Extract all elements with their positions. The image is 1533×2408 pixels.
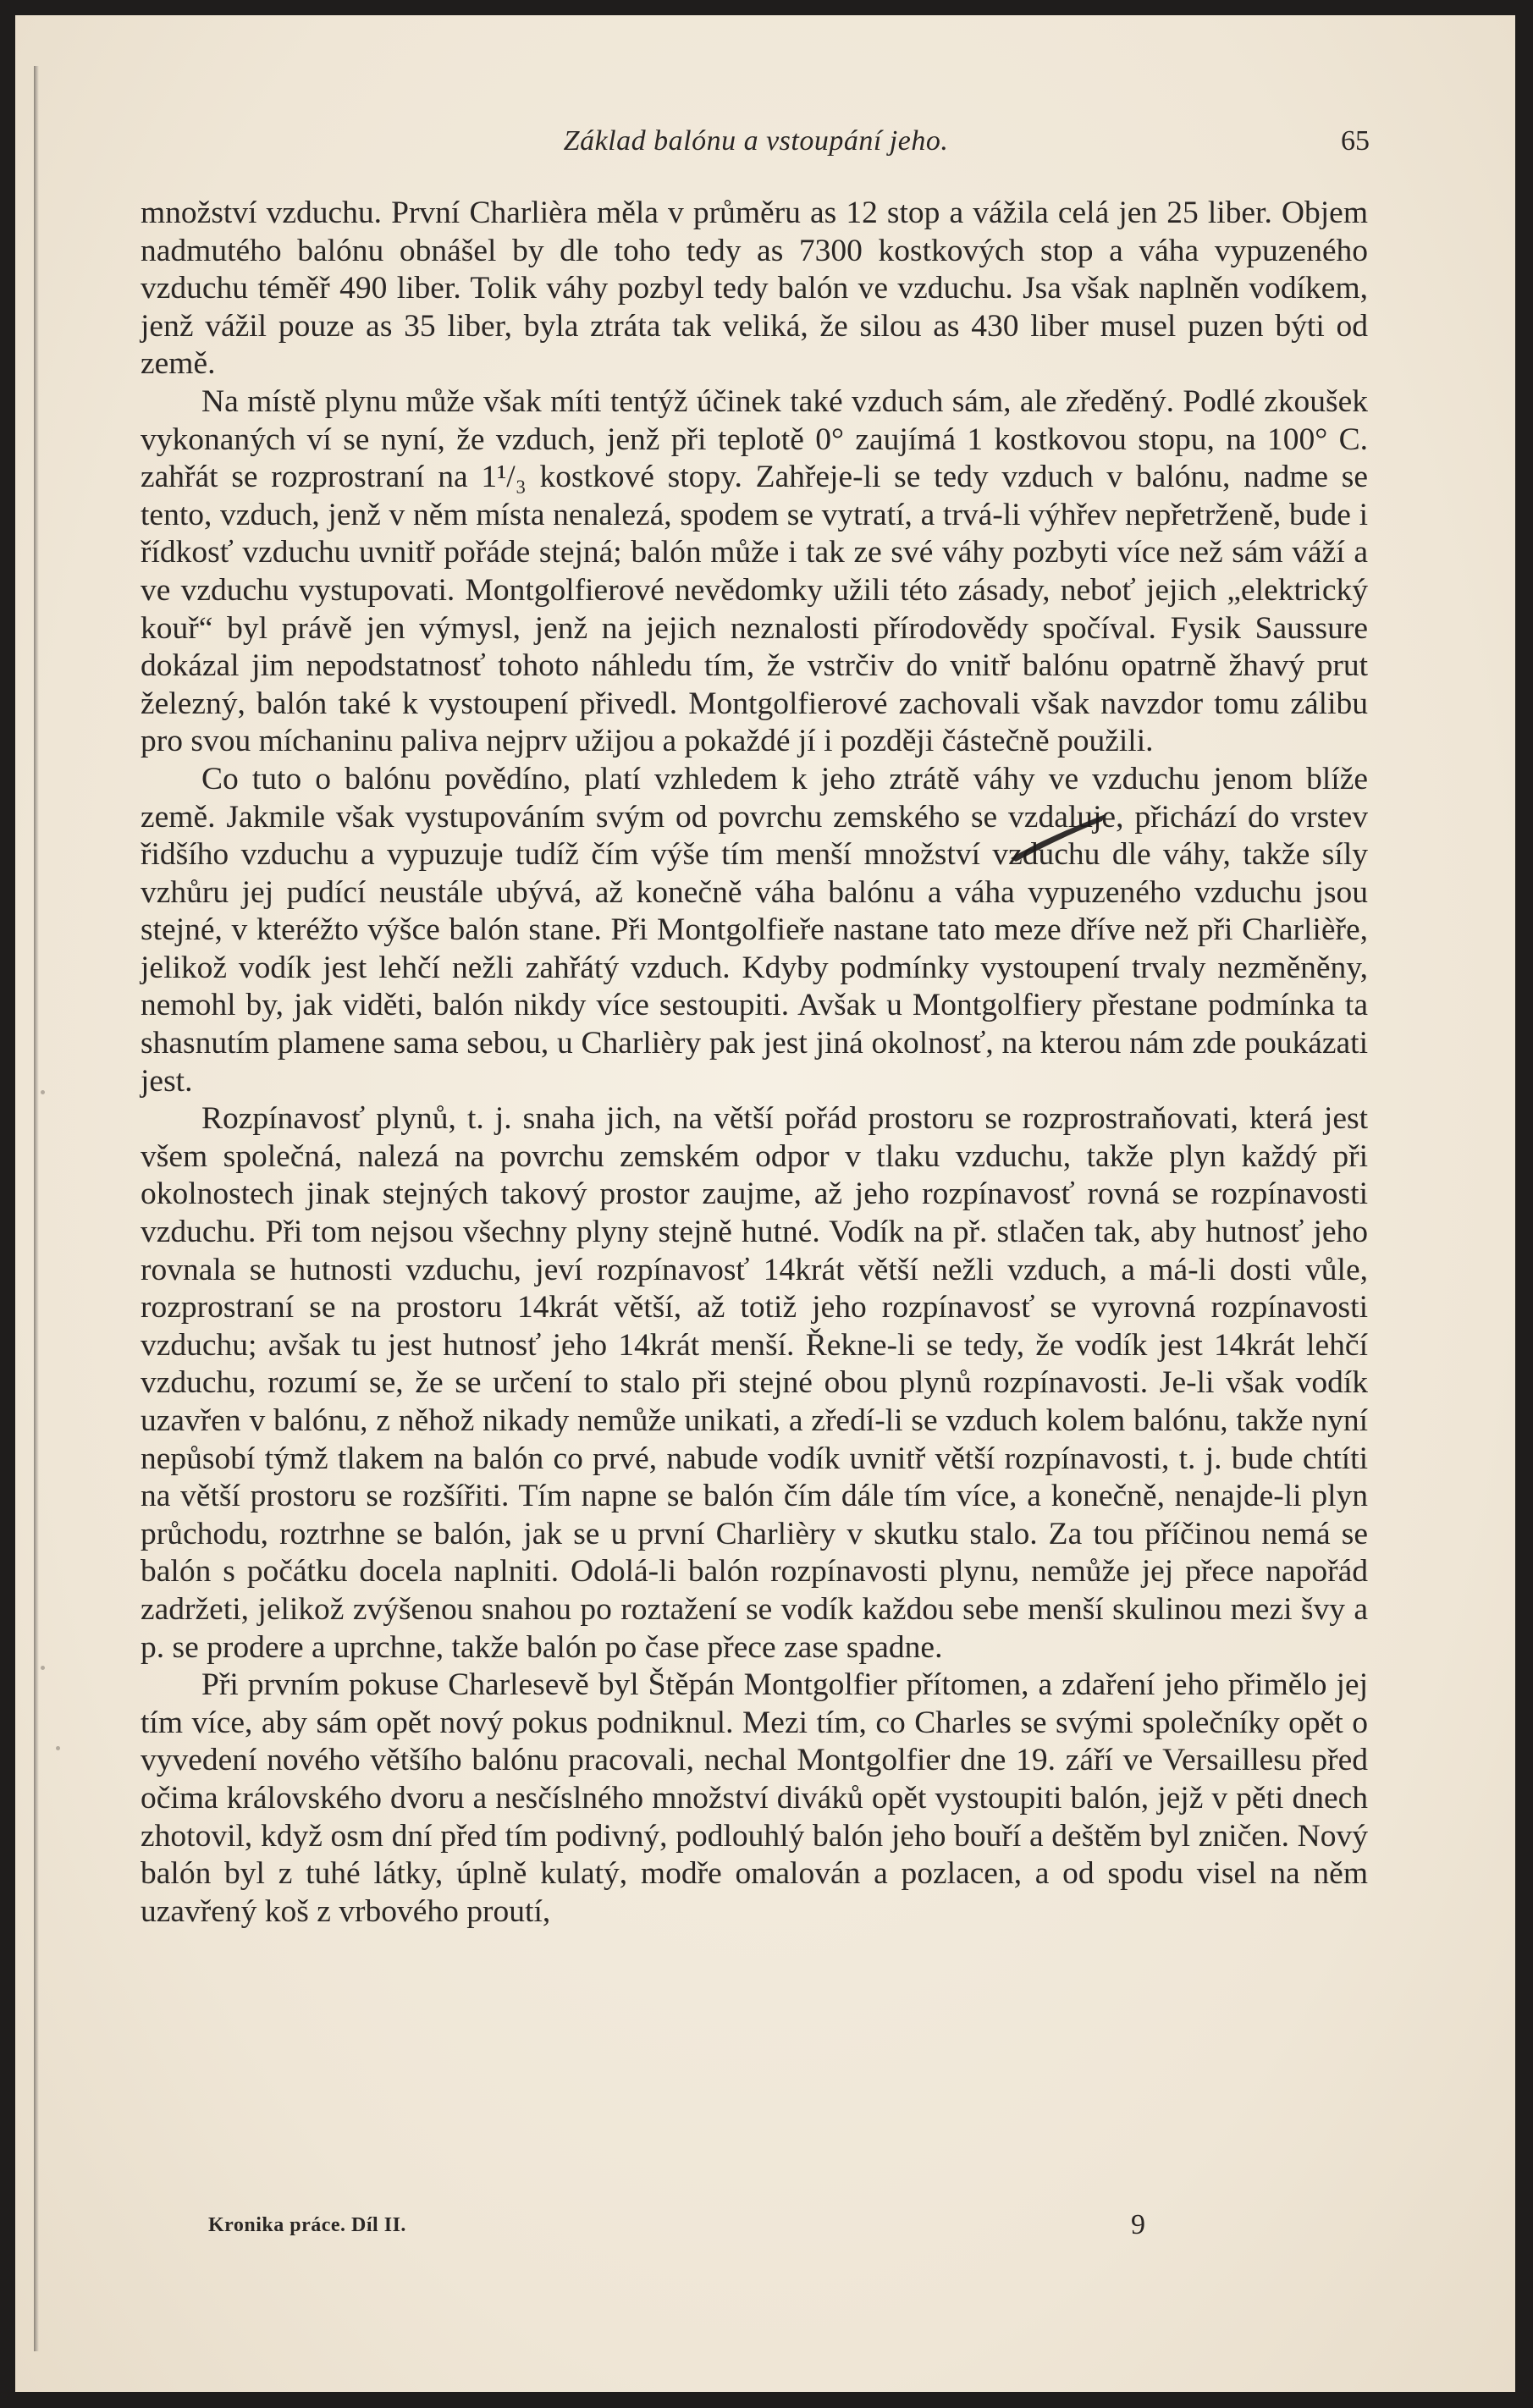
paper-speck <box>41 1666 45 1670</box>
paragraph: Co tuto o balónu povědíno, platí vzhledem k jeho ztrátě váhy ve vzduchu jenom blíže země. Jakmile však vystupováním svým od povrchu zemského se vzdaluje, přichází do vrstev řidšího vzduchu a vypuzuje tudíž čím výše tím menší množství vzduchu dle váhy, takže síly vzhůru jej pudící neustále ubývá, až konečně váha balónu a váha vypuzeného vzduchu jsou stejné, v kteréžto výšce balón stane. Při Montgolfieře nastane tato meze dříve než při Charlièře, jelikož vodík jest lehčí nežli zahřátý vzduch. Kdyby podmínky vystoupení trvaly nezměněny, nemohl by, jak viděti, balón nikdy více sestoupiti. Avšak u Montgolfiery přestane podmínka ta shasnutím plamene sama sebou, u Charlièry pak jest jiná okolnosť, na kterou nám zde poukázati jest. <box>141 761 1368 1099</box>
running-head <box>142 125 1370 168</box>
paper-speck <box>41 1090 45 1094</box>
pen-mark-icon <box>1007 811 1109 862</box>
footer-source: Kronika práce. Díl II. <box>208 2214 406 2236</box>
paper-speck <box>56 1746 60 1750</box>
body-text <box>141 195 1368 1931</box>
signature-mark: 9 <box>1131 2209 1145 2240</box>
page-footer <box>208 2209 1224 2248</box>
paragraph: Na místě plynu může však míti tentýž účinek také vzduch sám, ale zředěný. Podlé zkoušek vykonaných ví se nyní, že vzduch, jenž při teplotě 0° zaujímá 1 kostkovou stopu, na 100° C. zahřát se rozprostraní na 1¹/₃ kostkové stopy. Zahřeje-li se tedy vzduch v balónu, nadme se tento, vzduch, jenž v něm místa nenalezá, spodem se vytratí, a trvá-li výhřev nepřetrženě, bude i řídkosť vzduchu uvnitř pořáde stejná; balón může i tak ze své váhy pozbyti více než sám váží a ve vzduchu vystupovati. Montgolfierové nevědomky užili této zásady, neboť jejich „elektrický kouř“ byl právě jen výmysl, jenž na jejich neznalosti přírodovědy spočíval. Fysik Saussure dokázal jim nepodstatnosť tohoto náhledu tím, že vstrčiv do vnitř balónu opatrně žhavý prut železný, balón také k vystoupení přivedl. Montgolfierové zachovali však navzdor tomu zálibu pro svou míchaninu paliva nejprv užijou a pokaždé jí i později částečně použili. <box>141 383 1368 759</box>
page-number: 65 <box>1341 125 1370 157</box>
paragraph: Rozpínavosť plynů, t. j. snaha jich, na větší pořád prostoru se rozprostraňovati, která jest všem společná, nalezá na povrchu zemském odpor v tlaku vzduchu, takže plyn každý při okolnostech jinak stejných takový prostor zaujme, až jeho rozpínavosť rovná se rozpínavosti vzduchu. Při tom nejsou všechny plyny stejně hutné. Vodík na př. stlačen tak, aby hutnosť jeho rovnala se hutnosti vzduchu, jeví rozpínavosť 14krát větší nežli vzduch, a má-li dosti vůle, rozprostraní se na prostoru 14krát větší, až totiž jeho rozpínavosť se vyrovná rozpínavosti vzduchu; avšak tu jest hutnosť jeho 14krát menší. Řekne-li se tedy, že vodík jest 14krát lehčí vzduchu, rozumí se, že se určení to stalo při stejné obou plynů rozpínavosti. Je-li však vodík uzavřen v balónu, z něhož nikady nemůže unikati, a zředí-li se vzduch kolem balónu, takže nyní nepůsobí týmž tlakem na balón co prvé, nabude vodík uvnitř větší rozpínavosti, t. j. bude chtíti na větší prostoru se rozšířiti. Tím napne se balón čím dále tím více, a konečně, nenajde-li plyn průchodu, roztrhne se balón, jak se u první Charlièry v skutku stalo. Za tou příčinou nemá se balón s počátku docela naplniti. Odolá-li balón rozpínavosti plynu, nemůže jej přece napořád zadržeti, jelikož zvýšenou snahou po roztažení se vodík každou sebe menší skulinou mezi švy a p. se prodere a uprchne, takže balón po čase přece zase spadne. <box>141 1101 1368 1665</box>
paragraph: množství vzduchu. První Charlièra měla v průměru as 12 stop a vážila celá jen 25 liber. Objem nadmutého balónu obnášel by dle toho tedy as 7300 kostkových stop a váha vypuzeného vzduchu téměř 490 liber. Tolik váhy pozbyl tedy balón ve vzduchu. Jsa však naplněn vodíkem, jenž vážil pouze as 35 liber, byla ztráta tak veliká, že silou as 430 liber musel puzen býti od země. <box>141 196 1368 382</box>
running-title: Základ balónu a vstoupání jeho. <box>563 125 949 157</box>
book-page <box>15 15 1515 2392</box>
paragraph: Při prvním pokuse Charlesevě byl Štěpán Montgolfier přítomen, a zdaření jeho přimělo jej tím více, aby sám opět nový pokus podniknul. Mezi tím, co Charles se svými společníky opět o vyvedení nového většího balónu pracovali, nechal Montgolfier dne 19. září ve Versaillesu před očima královského dvoru a nesčíslného množství diváků opět vystoupiti balón, jejž v pěti dnech zhotovil, když osm dní před tím podivný, podlouhlý balón jeho bouří a deštěm byl zničen. Nový balón byl z tuhé látky, úplně kulatý, modře omalován a pozlacen, a od spodu visel na něm uzavřený koš z vrbového proutí, <box>141 1667 1368 1929</box>
page-binding-shadow <box>34 66 39 2351</box>
